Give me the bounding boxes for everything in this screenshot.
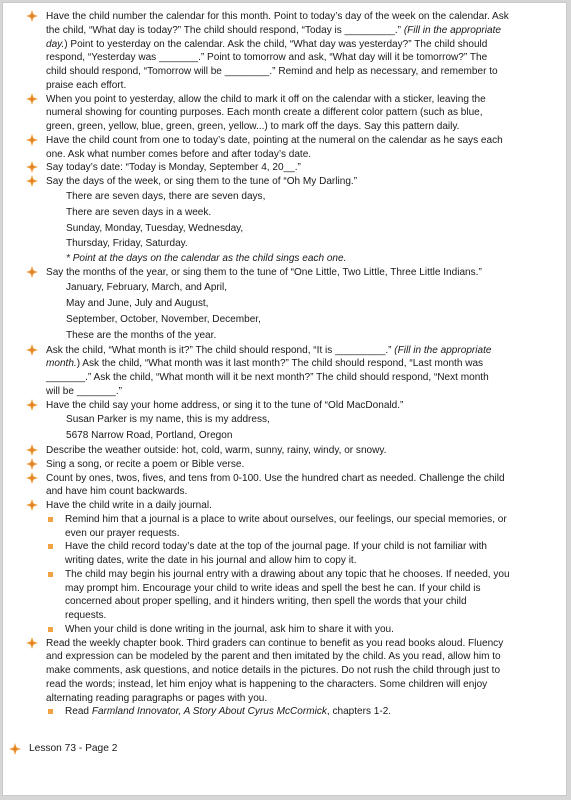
- orange-diamond-bullet-icon: [26, 266, 38, 278]
- text-line: Have the child say your home address, or sing it to the tune of “Old MacDonald.”: [46, 399, 404, 411]
- orange-square-bullet-icon: [48, 517, 53, 522]
- journal-sub-item: [25, 568, 555, 623]
- text-line: Have the child write in a daily journal.: [46, 500, 212, 512]
- text-line: one. Ask what number comes before and after today’s date.: [46, 148, 312, 160]
- verse-line: Thursday, Friday, Saturday.: [66, 238, 188, 250]
- orange-diamond-bullet-icon: [26, 134, 38, 146]
- reading-prefix: Read: [65, 706, 92, 718]
- verse-line: Susan Parker is my name, this is my address,: [66, 414, 270, 426]
- journal-sub-item: [25, 540, 555, 568]
- instruction-item: [25, 134, 555, 162]
- text-line: Have the child record today’s date at the top of the journal page. If your child is not familiar with: [65, 541, 488, 553]
- song-verse: [46, 189, 555, 267]
- italic-note: month.: [46, 358, 77, 370]
- reading-assignment: [25, 705, 555, 719]
- text-line: child should respond, “Tomorrow will be ________.” Remind and help as necessary, and remember to: [46, 66, 498, 77]
- text-line: When you point to yesterday, allow the child to mark it off on the calendar with a sticker, leaving the: [46, 93, 486, 105]
- instruction-item: [25, 175, 555, 266]
- instruction-item: [25, 399, 555, 445]
- text-line: The child may begin his journal entry with a drawing about any topic that he chooses. If needed, you: [65, 568, 510, 580]
- text-line: Say the months of the year, or sing them to the tune of “One Little, Two Little, Three Little Indians.”: [46, 267, 482, 279]
- italic-note: (Fill in the appropriate: [403, 24, 501, 36]
- text-line: concerned about proper spelling, and it hinders writing, then spell the words that your child: [65, 596, 467, 608]
- orange-diamond-bullet-icon: [26, 458, 38, 470]
- text-line: Sing a song, or recite a poem or Bible verse.: [46, 458, 245, 470]
- instruction-item: [25, 458, 555, 472]
- text-line: praise each effort.: [46, 79, 127, 91]
- verse-line: These are the months of the year.: [66, 329, 217, 341]
- text-line: writing dates, write the date in his journal and allow him to copy it.: [65, 555, 357, 567]
- text-line: read the words; instead, let him enjoy what is happening to the characters. Some children will enjoy: [46, 678, 488, 690]
- verse-line: September, October, November, December,: [66, 313, 261, 325]
- text-line: Say today’s date: “Today is Monday, September 4, 20__.”: [46, 162, 301, 174]
- italic-note: (Fill in the appropriate: [394, 344, 492, 356]
- page-footer: [9, 742, 117, 755]
- verse-line: There are seven days in a week.: [66, 206, 212, 218]
- text-line: even our prayer requests.: [65, 527, 180, 539]
- instruction-item: [25, 161, 555, 175]
- verse-line: Sunday, Monday, Tuesday, Wednesday,: [66, 222, 244, 234]
- orange-diamond-bullet-icon: [26, 93, 38, 105]
- orange-square-bullet-icon: [48, 544, 53, 549]
- journal-sub-item: [25, 623, 555, 637]
- text-line: ) Point to yesterday on the calendar. Ask the child, “What day was yesterday?” The child should: [64, 38, 488, 50]
- text-line: may prompt him. Encourage your child to write ideas and spell the best he can. If your child is: [65, 582, 481, 594]
- text-line: Say the days of the week, or sing them to the tune of “Oh My Darling.”: [46, 176, 358, 187]
- text-line: Remind him that a journal is a place to write about ourselves, our feelings, our special memories, or: [65, 513, 507, 525]
- text-line: _______.” Ask the child, “What month will it be next month?” The child should respond, “Next month: [46, 372, 489, 384]
- text-line: When your child is done writing in the journal, ask him to share it with you.: [65, 623, 394, 635]
- lesson-content: [25, 10, 555, 719]
- worksheet-page: [2, 2, 567, 796]
- verse-note: * Point at the days on the calendar as the child sings each one.: [66, 253, 347, 265]
- text-line: requests.: [65, 610, 107, 622]
- instruction-item: [25, 637, 555, 706]
- lesson-page-label: Lesson 73 - Page 2: [29, 743, 118, 754]
- text-line: Read the weekly chapter book. Third graders can continue to benefit as you read books aloud. Fluency: [46, 637, 504, 649]
- orange-square-bullet-icon: [48, 709, 53, 714]
- journal-sub-item: [25, 513, 555, 541]
- text-line: and have him count backwards.: [46, 486, 188, 498]
- text-line: will be _______.”: [46, 385, 122, 397]
- verse-line: There are seven days, there are seven days,: [66, 190, 266, 202]
- text-line: Ask the child, “What month is it?” The child should respond, “It is _________.”: [46, 344, 395, 356]
- orange-diamond-bullet-icon: [26, 399, 38, 411]
- orange-diamond-bullet-icon: [26, 499, 38, 511]
- text-line: alternating reading paragraphs or pages with you.: [46, 692, 268, 704]
- orange-diamond-bullet-icon: [26, 637, 38, 649]
- verse-line: 5678 Narrow Road, Portland, Oregon: [66, 430, 233, 442]
- song-verse: [46, 412, 555, 444]
- verse-line: January, February, March, and April,: [66, 282, 228, 294]
- instruction-item: [25, 499, 555, 513]
- instruction-item: [25, 344, 555, 399]
- orange-diamond-bullet-icon: [26, 161, 38, 173]
- instruction-item: [25, 472, 555, 500]
- orange-square-bullet-icon: [48, 572, 53, 577]
- text-line: Have the child count from one to today’s date, pointing at the numeral on the calendar as he says each: [46, 134, 503, 146]
- orange-diamond-bullet-icon: [26, 344, 38, 356]
- orange-diamond-bullet-icon: [26, 444, 38, 456]
- text-line: Count by ones, twos, fives, and tens from 0-100. Use the hundred chart as needed. Challenge the child: [46, 472, 505, 484]
- orange-diamond-bullet-icon: [26, 175, 38, 187]
- italic-note: day.: [46, 38, 65, 50]
- instruction-item: [25, 266, 555, 343]
- book-title: Farmland Innovator, A Story About Cyrus McCormick: [91, 706, 327, 718]
- verse-line: May and June, July and August,: [66, 297, 209, 309]
- instruction-item: [25, 93, 555, 134]
- orange-diamond-footer-icon: [9, 743, 21, 755]
- text-line: and expression can be modeled by the parent and then imitated by the child. As you read, allow him to: [46, 651, 501, 663]
- text-line: Have the child number the calendar for this month. Point to today’s day of the week on the calendar. Ask: [46, 11, 509, 22]
- reading-suffix: , chapters 1-2.: [326, 706, 392, 718]
- orange-square-bullet-icon: [48, 627, 53, 632]
- text-line: ) Ask the child, “What month was it last month?” The child should respond, “Last month was: [76, 358, 484, 370]
- orange-diamond-bullet-icon: [26, 472, 38, 484]
- text-line: respond, “Yesterday was _______.” Point to tomorrow and ask, “What day will it be tomorrow?” The: [46, 52, 488, 64]
- text-line: make comments, ask questions, and notice details in the pictures. Do not rush the child through just to: [46, 665, 501, 677]
- song-verse: [46, 280, 555, 344]
- text-line: green, green, yellow, blue, green, green, yellow...) to mark off the days. Say this pattern daily.: [46, 121, 460, 132]
- text-line: the child, “What day is today?” The child should respond, “Today is _________.”: [46, 24, 404, 36]
- instruction-item: [25, 10, 555, 93]
- orange-diamond-bullet-icon: [26, 10, 38, 22]
- text-line: Describe the weather outside: hot, cold, warm, sunny, rainy, windy, or snowy.: [46, 445, 387, 457]
- instruction-item: [25, 444, 555, 458]
- text-line: numeral showing for counting purposes. Each month create a different color pattern (such as blue,: [46, 107, 483, 119]
